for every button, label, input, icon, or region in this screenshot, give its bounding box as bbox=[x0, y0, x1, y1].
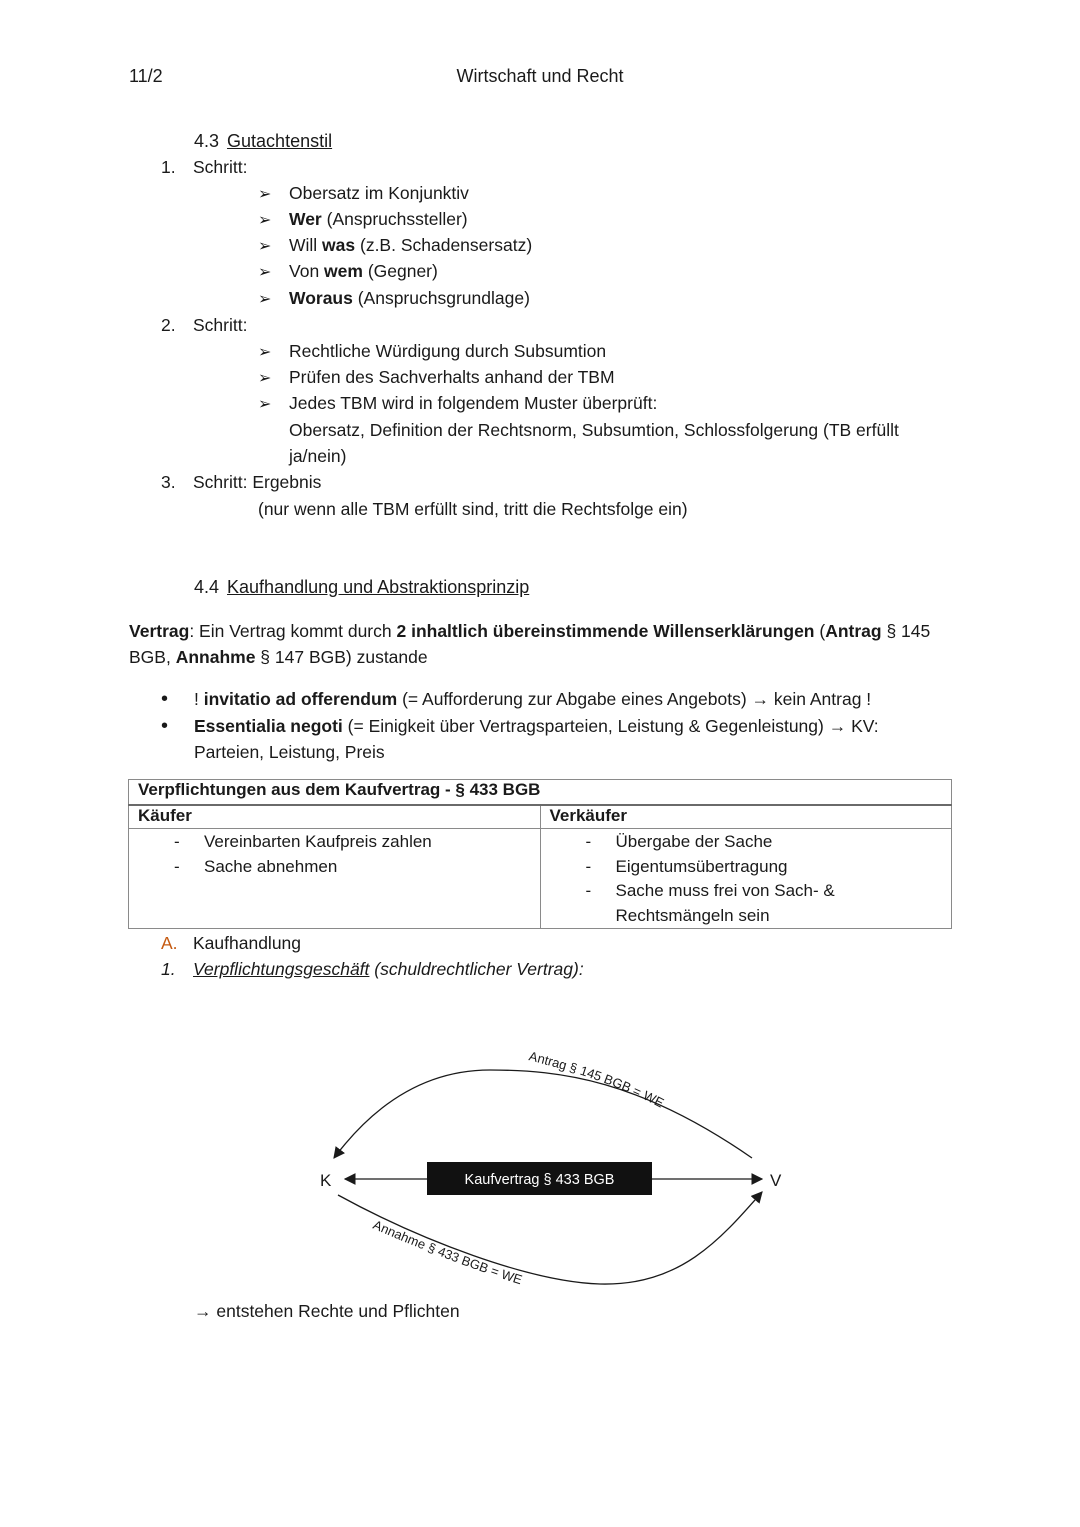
node-v: V bbox=[770, 1171, 782, 1190]
list-item-continuation: Obersatz, Definition der Rechtsnorm, Subsumtion, Schlossfolgerung (TB erfüllt bbox=[289, 420, 899, 440]
section-title: Kaufhandlung und Abstraktionsprinzip bbox=[227, 577, 530, 597]
arrowhead-bullet-icon: ➢ bbox=[258, 344, 272, 361]
document-title: Wirtschaft und Recht bbox=[456, 66, 624, 86]
bullet-item: • ! invitatio ad offerendum (= Aufforderung zur Abgabe eines Angebots) → kein Antrag ! bbox=[161, 688, 872, 710]
bullet-icon: • bbox=[161, 715, 169, 737]
section-number: 4.4 bbox=[194, 577, 220, 597]
arrowhead-bullet-icon: ➢ bbox=[258, 264, 272, 281]
annahme-label-wrap bbox=[371, 1217, 525, 1287]
list-item: ➢ Wer (Anspruchssteller) bbox=[258, 209, 468, 229]
antrag-label: Antrag § 145 BGB = WE bbox=[527, 1048, 667, 1111]
antrag-arrow bbox=[334, 1070, 752, 1158]
arrowhead-bullet-icon: ➢ bbox=[258, 291, 272, 308]
table-title: Verpflichtungen aus dem Kaufvertrag - § 433 BGB bbox=[129, 780, 952, 806]
step-number: 2. bbox=[161, 315, 176, 335]
list-item-continuation: ja/nein) bbox=[289, 446, 347, 466]
column-header-kaeufer: Käufer bbox=[129, 805, 541, 829]
step-number: 3. bbox=[161, 472, 176, 492]
table-list-item: - Vereinbarten Kaufpreis zahlen bbox=[174, 832, 432, 851]
page-number: 11/2 bbox=[129, 66, 163, 86]
alpha-marker: A. bbox=[161, 933, 178, 953]
table-list-item: - Sache abnehmen bbox=[174, 856, 338, 876]
table-list-item: - Sache muss frei von Sach- & Rechtsmängeln sein bbox=[585, 881, 835, 925]
bullet-icon: • bbox=[161, 688, 169, 710]
subsection-1: 1. Verpflichtungsgeschäft (schuldrechtlicher Vertrag): bbox=[161, 959, 584, 979]
step-label: Schritt: bbox=[193, 315, 248, 335]
list-item: ➢ Rechtliche Würdigung durch Subsumtion bbox=[258, 341, 607, 361]
vertrag-definition: Vertrag: Ein Vertrag kommt durch 2 inhaltlich übereinstimmende Willenserklärungen (Antrag § 145 BGB, Annahme § 147 BGB) zustande bbox=[129, 621, 931, 667]
step-label: Schritt: bbox=[193, 157, 248, 177]
arrowhead-bullet-icon: ➢ bbox=[258, 212, 272, 229]
step-number: 1. bbox=[161, 157, 176, 177]
section-title: Gutachtenstil bbox=[227, 131, 333, 151]
annahme-label: Annahme § 433 BGB = WE bbox=[370, 1217, 525, 1288]
step-note: (nur wenn alle TBM erfüllt sind, tritt die Rechtsfolge ein) bbox=[258, 499, 688, 519]
table-list-item: - Übergabe der Sache bbox=[585, 832, 773, 851]
list-item: ➢ Obersatz im Konjunktiv bbox=[258, 183, 469, 203]
subsection-a: A. Kaufhandlung bbox=[161, 933, 302, 953]
arrowhead-bullet-icon: ➢ bbox=[258, 238, 272, 255]
conclusion: → entstehen Rechte und Pflichten bbox=[194, 1301, 460, 1321]
bullet-item: • Essentialia negoti (= Einigkeit über Vertragsparteien, Leistung & Gegenleistung) → KV: Parteien, Leistung, Preis bbox=[161, 715, 879, 762]
antrag-label-wrap bbox=[527, 1048, 666, 1110]
term-verpflichtungsgeschaeft: Verpflichtungsgeschäft bbox=[193, 959, 370, 979]
step-label: Schritt: Ergebnis bbox=[193, 472, 322, 492]
list-item: ➢ Prüfen des Sachverhalts anhand der TBM bbox=[258, 367, 615, 387]
list-item: ➢ Will was (z.B. Schadensersatz) bbox=[258, 235, 533, 255]
arrowhead-bullet-icon: ➢ bbox=[258, 370, 272, 387]
arrowhead-bullet-icon: ➢ bbox=[258, 186, 272, 203]
list-item: ➢ Woraus (Anspruchsgrundlage) bbox=[258, 288, 530, 308]
node-k: K bbox=[320, 1171, 332, 1190]
list-item: ➢ Jedes TBM wird in folgendem Muster überprüft: bbox=[258, 393, 658, 413]
kaufvertrag-label: Kaufvertrag § 433 BGB bbox=[464, 1172, 615, 1188]
column-header-verkaeufer: Verkäufer bbox=[540, 805, 952, 829]
table-list-item: - Eigentumsübertragung bbox=[585, 856, 788, 876]
arrowhead-bullet-icon: ➢ bbox=[258, 396, 272, 413]
section-number: 4.3 bbox=[194, 131, 220, 151]
list-item: ➢ Von wem (Gegner) bbox=[258, 261, 438, 281]
